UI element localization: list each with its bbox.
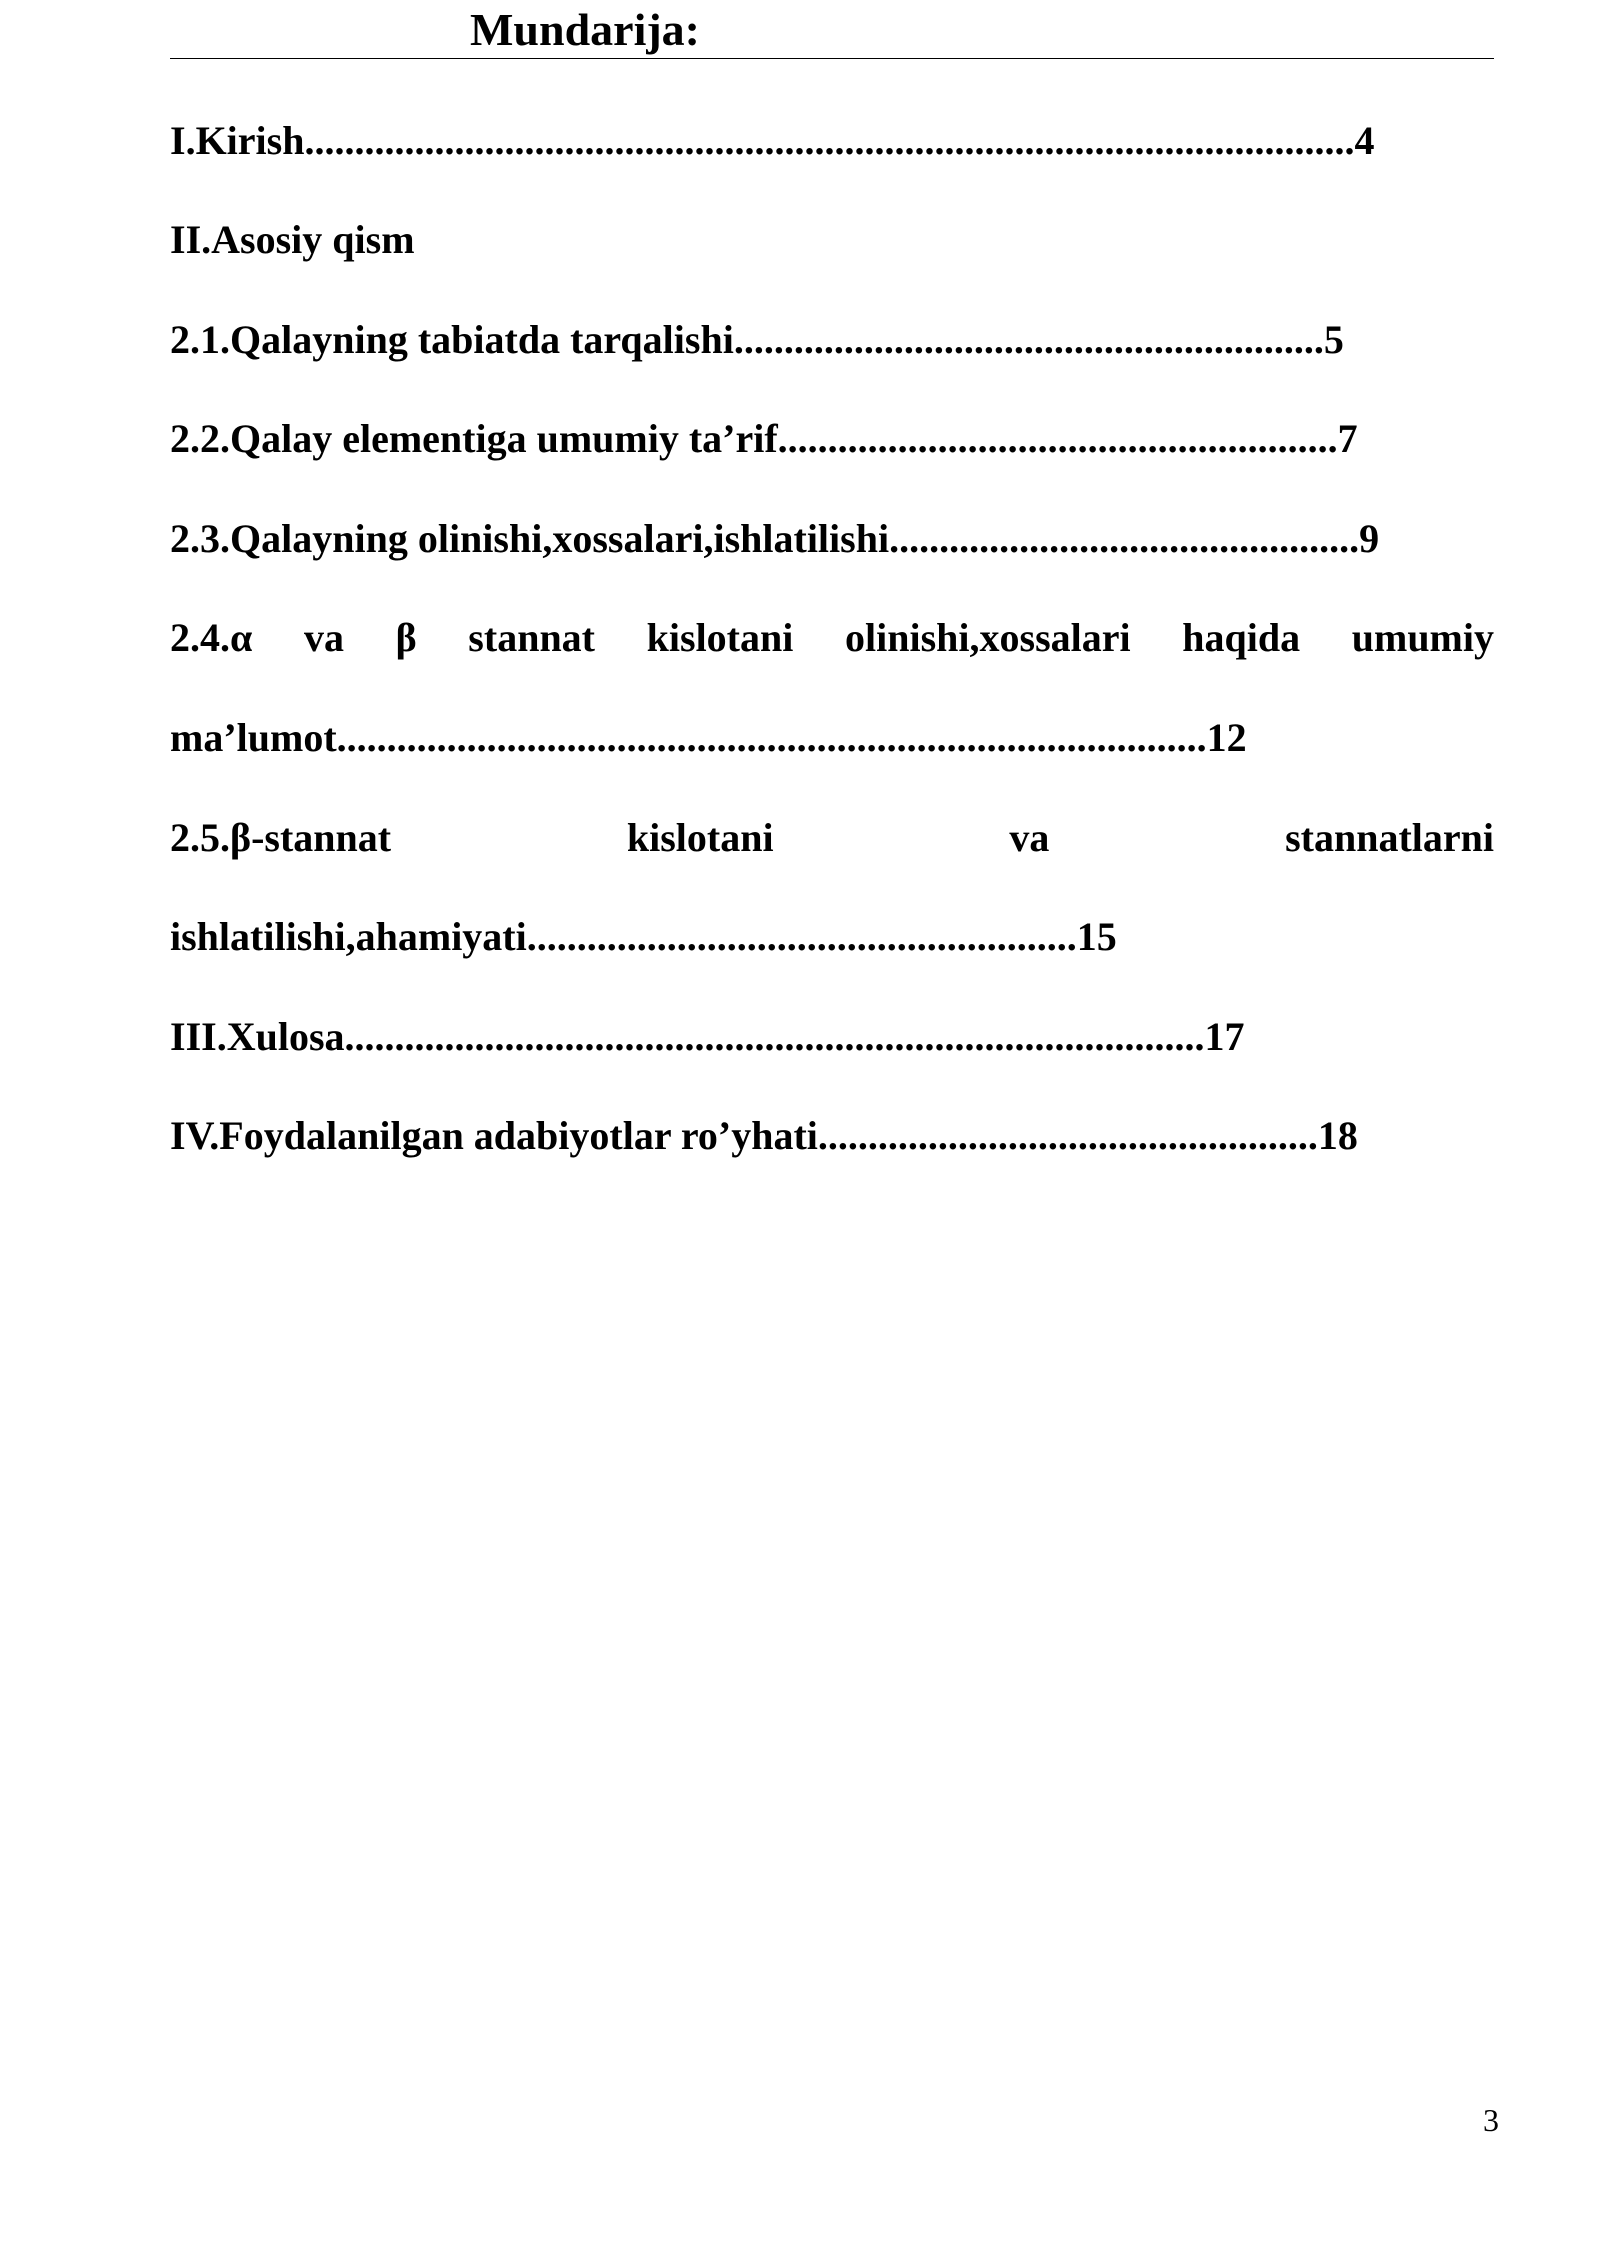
- page-number: 3: [1483, 2102, 1499, 2138]
- toc-entry-2-1: 2.1.Qalayning tabiatda tarqalishi...........................................................5: [170, 317, 1344, 362]
- toc-entry-2-5-line2: ishlatilishi,ahamiyati.......................................................15: [170, 914, 1117, 959]
- toc-entry-2-3: 2.3.Qalayning olinishi,xossalari,ishlatilishi...............................................9: [170, 516, 1380, 561]
- toc-entry-2-4-line2: ma’lumot.......................................................................................12: [170, 715, 1247, 760]
- title-underline: [170, 58, 1494, 59]
- toc-entry-xulosa: III.Xulosa......................................................................................17: [170, 1014, 1245, 1059]
- toc-entry-2-2: 2.2.Qalay elementiga umumiy ta’rif........................................................7: [170, 416, 1358, 461]
- page-title: Mundarija:: [470, 4, 700, 55]
- toc-entry-2-4-line1: 2.4.α va β stannat kislotani olinishi,xossalari haqida umumiy: [170, 615, 1494, 660]
- toc-entry-asosiy-qism: II.Asosiy qism: [170, 217, 415, 262]
- toc-entry-2-5-line1: 2.5.β-stannat kislotani va stannatlarni: [170, 815, 1494, 860]
- toc-entry-adabiyotlar: IV.Foydalanilgan adabiyotlar ro’yhati..................................................18: [170, 1113, 1358, 1158]
- toc-entry-kirish: I.Kirish.........................................................................................................4: [170, 118, 1375, 163]
